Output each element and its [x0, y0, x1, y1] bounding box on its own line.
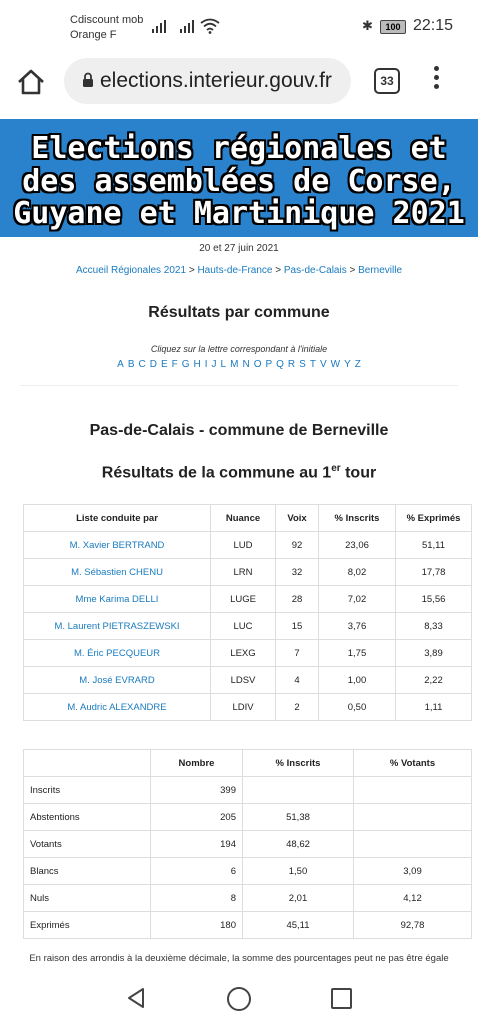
election-dates: 20 et 27 juin 2021 [199, 243, 279, 254]
alphabet-letter-link[interactable]: B [127, 359, 135, 370]
breadcrumb-link-region[interactable]: Hauts-de-France [197, 265, 273, 276]
alphabet-letter-link[interactable]: F [171, 359, 178, 370]
breadcrumb [0, 265, 478, 276]
alphabet-letter-link[interactable]: P [265, 359, 273, 370]
row-label: Nuls [24, 885, 151, 912]
alphabet-letter-link[interactable]: R [287, 359, 296, 370]
table-cell: 0,50 [319, 694, 396, 721]
table-cell: 15 [276, 613, 319, 640]
bluetooth-icon: ✱ [362, 18, 373, 33]
column-header: Liste conduite par [24, 505, 211, 532]
table-cell: 92 [276, 532, 319, 559]
results-heading: Résultats par commune [148, 304, 330, 321]
url-text[interactable]: elections.interieur.gouv.fr [100, 69, 332, 92]
table-cell: 51,38 [243, 804, 354, 831]
alphabet-letter-link[interactable]: M [230, 359, 239, 370]
table-row [24, 667, 472, 694]
table-cell: LEXG [211, 640, 276, 667]
table-cell: LDSV [211, 667, 276, 694]
candidate-link[interactable]: M. Xavier BERTRAND [69, 539, 165, 551]
table-cell: 3,76 [319, 613, 396, 640]
clock: 22:15 [413, 17, 454, 34]
alphabet-letter-link[interactable]: J [211, 359, 217, 370]
alphabet-letter-link[interactable]: Z [354, 359, 361, 370]
table-cell: 8 [151, 885, 243, 912]
table-cell: 3,89 [396, 640, 472, 667]
candidate-cell [24, 694, 211, 721]
candidate-cell [24, 586, 211, 613]
candidate-link[interactable]: M. Sébastien CHENU [71, 566, 163, 578]
table-cell: 51,11 [396, 532, 472, 559]
alphabet-letter-link[interactable]: D [149, 359, 157, 370]
battery-icon: 100 [380, 20, 406, 34]
table-cell [354, 831, 472, 858]
title-banner [0, 119, 478, 237]
table-cell: 4 [276, 667, 319, 694]
table-row [24, 586, 472, 613]
table-cell: LRN [211, 559, 276, 586]
table-cell: 45,11 [243, 912, 354, 939]
table-cell: 7 [276, 640, 319, 667]
table-header-row [24, 505, 472, 532]
table-cell: 8,02 [319, 559, 396, 586]
banner-line-2: des assemblées de Corse, [22, 164, 456, 199]
table-cell: 23,06 [319, 532, 396, 559]
alphabet-letter-link[interactable]: Y [344, 359, 351, 370]
table-cell: 7,02 [319, 586, 396, 613]
back-icon[interactable] [124, 986, 148, 1010]
row-label: Exprimés [24, 912, 151, 939]
candidate-cell [24, 532, 211, 559]
alphabet-letter-link[interactable]: E [160, 359, 168, 370]
alphabet-letter-link[interactable]: L [220, 359, 227, 370]
alphabet-letter-link[interactable]: A [117, 359, 124, 370]
table-cell: 1,75 [319, 640, 396, 667]
tour-title-suffix: tour [340, 464, 377, 482]
alphabet-letter-link[interactable]: O [253, 359, 262, 370]
table-cell: 194 [151, 831, 243, 858]
table-cell: 1,00 [319, 667, 396, 694]
table-cell: 92,78 [354, 912, 472, 939]
results-table [23, 504, 472, 721]
signal-icon [180, 20, 194, 33]
wifi-icon [200, 18, 220, 34]
table-row [24, 559, 472, 586]
address-bar[interactable] [64, 58, 351, 104]
alphabet-letter-link[interactable]: S [299, 359, 306, 370]
table-cell: 28 [276, 586, 319, 613]
table-cell: LUC [211, 613, 276, 640]
column-header: Nuance [211, 505, 276, 532]
tour-title-sup: er [331, 463, 341, 474]
tour-title [0, 463, 478, 482]
candidate-cell [24, 613, 211, 640]
breadcrumb-link-accueil[interactable]: Accueil Régionales 2021 [75, 265, 187, 276]
table-cell: 17,78 [396, 559, 472, 586]
row-label: Abstentions [24, 804, 151, 831]
table-header-row [24, 750, 472, 777]
table-row [24, 640, 472, 667]
table-cell: 1,11 [396, 694, 472, 721]
column-header: % Inscrits [319, 505, 396, 532]
table-cell [354, 804, 472, 831]
table-row [24, 858, 472, 885]
alphabet-letter-link[interactable]: Q [276, 359, 284, 370]
system-nav-bar [0, 973, 478, 1024]
row-label: Blancs [24, 858, 151, 885]
table-row [24, 613, 472, 640]
candidate-cell [24, 667, 211, 694]
tab-switcher-button[interactable]: 33 [374, 68, 400, 94]
table-cell: 2,01 [243, 885, 354, 912]
breadcrumb-link-commune[interactable]: Berneville [358, 265, 403, 276]
table-row [24, 804, 472, 831]
table-cell [354, 777, 472, 804]
column-header: Nombre [151, 750, 243, 777]
column-header: % Inscrits [243, 750, 354, 777]
table-cell: 180 [151, 912, 243, 939]
table-cell: LUGE [211, 586, 276, 613]
table-row [24, 831, 472, 858]
table-row [24, 912, 472, 939]
letter-hint: Cliquez sur la lettre correspondant à l'initiale [150, 344, 328, 354]
commune-title: Pas-de-Calais - commune de Berneville [89, 422, 389, 439]
rounding-footnote: En raison des arrondis à la deuxième décimale, la somme des pourcentages peut ne pas être égale [29, 953, 449, 964]
table-cell: 3,09 [354, 858, 472, 885]
stats-table [23, 749, 472, 939]
signal-icon [152, 20, 166, 33]
candidate-cell [24, 559, 211, 586]
table-row [24, 777, 472, 804]
status-bar [0, 0, 478, 48]
banner-line-3: Guyane et Martinique 2021 [13, 196, 465, 231]
alphabet-letter-link[interactable]: V [319, 359, 327, 370]
candidate-link[interactable]: M. Éric PECQUEUR [73, 647, 161, 659]
candidate-link[interactable]: Mme Karima DELLI [75, 593, 159, 605]
column-header: % Votants [354, 750, 472, 777]
table-cell [243, 777, 354, 804]
divider [20, 385, 458, 386]
row-label: Votants [24, 831, 151, 858]
alphabet-letter-link[interactable]: H [193, 359, 201, 370]
candidate-cell [24, 640, 211, 667]
home-nav-icon[interactable] [227, 987, 251, 1011]
lock-icon [82, 72, 94, 87]
row-label: Inscrits [24, 777, 151, 804]
candidate-link[interactable]: M. Audric ALEXANDRE [67, 701, 167, 713]
table-cell: 15,56 [396, 586, 472, 613]
table-cell: 1,50 [243, 858, 354, 885]
alphabet-index [0, 359, 478, 370]
tour-title-prefix: Résultats de la commune au 1 [101, 464, 332, 482]
column-header [24, 750, 151, 777]
table-cell: 2,22 [396, 667, 472, 694]
breadcrumb-link-departement[interactable]: Pas-de-Calais [283, 265, 347, 276]
banner-line-1: Elections régionales et [31, 131, 447, 166]
breadcrumb-separator: > [186, 265, 198, 276]
table-cell: LDIV [211, 694, 276, 721]
browser-toolbar [0, 48, 478, 114]
table-cell: 2 [276, 694, 319, 721]
candidate-link[interactable]: M. Laurent PIETRASZEWSKI [54, 620, 180, 632]
overflow-menu-icon[interactable] [432, 66, 440, 96]
table-cell: LUD [211, 532, 276, 559]
carrier-info [70, 13, 143, 43]
recent-apps-icon[interactable] [331, 988, 352, 1009]
table-cell: 48,62 [243, 831, 354, 858]
table-row [24, 694, 472, 721]
alphabet-letter-link[interactable]: W [330, 359, 341, 370]
alphabet-letter-link[interactable]: I [204, 359, 208, 370]
column-header: % Exprimés [396, 505, 472, 532]
column-header: Voix [276, 505, 319, 532]
table-cell: 8,33 [396, 613, 472, 640]
carrier-name-1: Cdiscount mob [70, 14, 144, 26]
breadcrumb-separator: > [346, 265, 359, 276]
table-cell: 399 [151, 777, 243, 804]
home-icon[interactable] [16, 68, 46, 96]
alphabet-letter-link[interactable]: C [138, 359, 146, 370]
table-cell: 205 [151, 804, 243, 831]
alphabet-letter-link[interactable]: G [181, 359, 190, 370]
alphabet-letter-link[interactable]: T [309, 359, 316, 370]
table-row [24, 885, 472, 912]
breadcrumb-separator: > [272, 265, 284, 276]
table-cell: 6 [151, 858, 243, 885]
table-cell: 4,12 [354, 885, 472, 912]
carrier-name-2: Orange F [70, 29, 117, 41]
table-row [24, 532, 472, 559]
table-cell: 32 [276, 559, 319, 586]
candidate-link[interactable]: M. José EVRARD [79, 674, 155, 686]
alphabet-letter-link[interactable]: N [242, 359, 250, 370]
